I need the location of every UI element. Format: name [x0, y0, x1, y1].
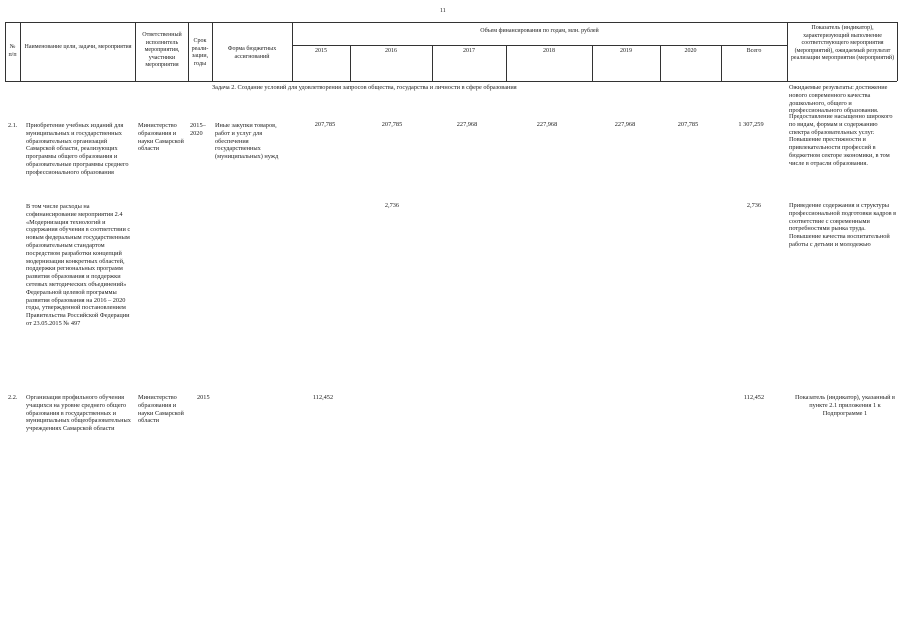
value-total: 112,452: [743, 394, 765, 401]
value-2016: 207,785: [381, 121, 403, 128]
value-2019: 227,968: [614, 121, 636, 128]
row-indicator: Предоставление насыщенно широкого по видам, формам и содержанию спектра образовательных услуг. Повышение престижности и привлекательности профессий в бюджетном секторе экономики, в том числе в отрасли образования.: [789, 113, 893, 167]
row-indicator: Приведение содержания и структуры профессиональной подготовки кадров в соответствие с современными потребностями рынка труда. Повышение качества воспитательной работы с детьми и молодежью: [789, 202, 897, 248]
row-name: В том числе расходы на софинансирование мероприятия 2.4 «Модернизация технологий и содержания обучения в соответствии с новым федеральным государственным образовательным стандартом посредством разработки концепций модернизации конкретных областей, поддержки региональных программ развития образования и поддержки сетевых методических объединений» Федеральной целевой программы развития образования на 2016 – 2020 годы, утвержденной постановлением Правительства Российской Федерации от 23.05.2015 № 497: [26, 203, 131, 327]
header-indicator: Показатель (индикатор), характеризующий выполнение соответствующего мероприятия (мероприятий), ожидаемый результат реализации мероприятия (мероприятий): [790, 25, 895, 61]
row-name: Организация профильного обучения учащихся на уровне среднего общего образования в государственных и муниципальных общеобразовательных учреждениях Самарской области: [26, 394, 131, 433]
header-year-2016: 2016: [385, 48, 397, 54]
header-year-2015: 2015: [315, 48, 327, 54]
task-result: Ожидаемые результаты: достижение нового современного качества дошкольного, общего и профессионального образования.: [789, 84, 888, 115]
row-name: Приобретение учебных изданий для муниципальных и государственных образовательных организаций Самарской области, реализующих программы общего образования и образовательные программы среднего профессионального образования: [26, 122, 129, 176]
row-num: 2.2.: [8, 394, 18, 401]
value-2016: 2,736: [384, 202, 400, 209]
header-form: Форма бюджетных ассигнований: [227, 46, 277, 60]
row-form: Иные закупки товаров, работ и услуг для обеспечения государственных (муниципальных) нужд: [215, 122, 279, 161]
row-term: 2015: [197, 394, 210, 401]
header-year-2017: 2017: [463, 48, 475, 54]
value-2015: 112,452: [312, 394, 334, 401]
header-year-2019: 2019: [620, 48, 632, 54]
row-executor: Министерство образования и науки Самарской области: [138, 122, 184, 153]
header-total: Всего: [746, 48, 762, 54]
value-total: 2,736: [746, 202, 762, 209]
value-2015: 207,785: [314, 121, 336, 128]
row-executor: Министерство образования и науки Самарской области: [138, 394, 184, 425]
value-2018: 227,968: [536, 121, 558, 128]
value-2017: 227,968: [456, 121, 478, 128]
row-term: 2015–2020: [190, 122, 206, 137]
header-year-2018: 2018: [543, 48, 555, 54]
row-indicator: Показатель (индикатор), указанный в пункте 2.1 приложения 1 к Подпрограмме 1: [795, 394, 896, 417]
task-title: Задача 2. Создание условий для удовлетворения запросов общества, государства и личности в сфере образования: [212, 84, 517, 91]
value-2020: 207,785: [677, 121, 699, 128]
header-term: Срок реали-зации, годы: [191, 38, 209, 67]
header-name: Наименование цели, задачи, мероприятия: [24, 44, 132, 50]
header-executor: Ответственный исполнитель мероприятия, участники мероприятия: [142, 32, 182, 68]
header-num: № п/п: [8, 44, 17, 58]
row-num: 2.1.: [8, 122, 18, 129]
page-number: 11: [440, 8, 446, 14]
header-financing: Объем финансирования по годам, млн. рублей: [480, 28, 599, 34]
header-year-2020: 2020: [684, 48, 697, 54]
value-total: 1 307,259: [738, 121, 764, 128]
